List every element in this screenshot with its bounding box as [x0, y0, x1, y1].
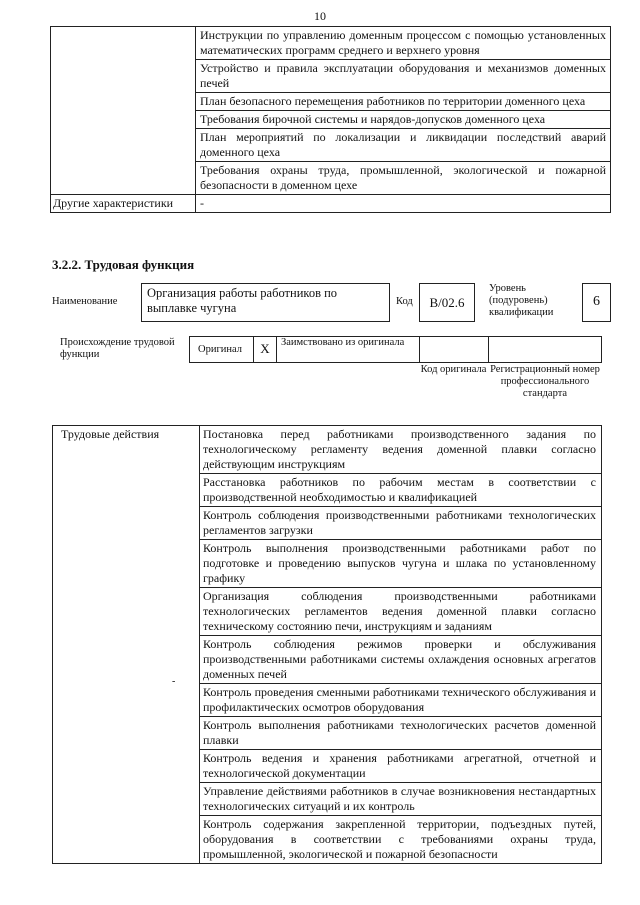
registration-caption: Регистрационный номер профессионального стандарта: [490, 364, 600, 399]
origin-table: [189, 336, 602, 363]
labor-action-item: Управление действиями работников в случае возникновения нестандартных технологических ситуаций и их контроль: [200, 783, 602, 816]
function-name-box: Организация работы работников по выплавке чугуна: [141, 283, 390, 322]
labor-action-item: Контроль соблюдения режимов проверки и обслуживания производственными работниками системы охлаждения основных агрегатов доменных печей: [200, 636, 602, 684]
function-code-box: B/02.6: [419, 283, 475, 322]
labor-action-item: Контроль проведения сменными работниками технического обслуживания и профилактических осмотров оборудования: [200, 684, 602, 717]
labor-action-item: Контроль выполнения производственными работниками работ по подготовке и проведению выпусков чугуна и шлака по установленному графику: [200, 540, 602, 588]
labor-actions-label: Трудовые действия: [53, 426, 200, 864]
labor-action-item: Контроль выполнения работниками технологических расчетов доменной плавки: [200, 717, 602, 750]
knowledge-item: Устройство и правила эксплуатации оборудования и механизмов доменных печей: [196, 60, 611, 93]
level-label: Уровень (подуровень) квалификации: [489, 283, 554, 318]
original-label: Оригинал: [190, 337, 254, 362]
other-characteristics-label: Другие характеристики: [51, 195, 196, 213]
labor-action-item: Контроль содержания закрепленной территории, подъездных путей, оборудования в соответствии с требованиями охраны труда, промышленной, экологической и пожарной безопасности: [200, 816, 602, 864]
knowledge-item: План безопасного перемещения работников по территории доменного цеха: [196, 93, 611, 111]
other-characteristics-value: -: [196, 195, 611, 213]
name-label: Наименование: [52, 296, 118, 307]
labor-actions-table: [52, 425, 602, 864]
stray-mark: -: [172, 676, 176, 687]
borrowed-label: Заимствовано из оригинала: [277, 337, 420, 362]
knowledge-item: Инструкции по управлению доменным процессом с помощью установленных математических программ среднего и верхнего уровня: [196, 27, 611, 60]
knowledge-item: Требования бирочной системы и нарядов-допусков доменного цеха: [196, 111, 611, 129]
code-original-caption: Код оригинала: [420, 364, 487, 375]
origin-label: Происхождение трудовой функции: [60, 337, 175, 360]
knowledge-table: [50, 26, 611, 213]
labor-action-item: Контроль соблюдения производственными работниками технологических регламентов загрузки: [200, 507, 602, 540]
code-label: Код: [396, 296, 413, 307]
registration-number-cell: [489, 337, 601, 362]
labor-action-item: Контроль ведения и хранения работниками агрегатной, отчетной и технологической документации: [200, 750, 602, 783]
labor-action-item: Расстановка работников по рабочим местам в соответствии с производственной необходимостью и квалификацией: [200, 474, 602, 507]
section-title: 3.2.2. Трудовая функция: [52, 257, 195, 272]
empty-label-cell: [51, 27, 196, 195]
original-code-cell: [420, 337, 489, 362]
labor-action-item: Постановка перед работниками производственного задания по технологическому регламенту ведения доменной плавки согласно действующим инструкциям: [200, 426, 602, 474]
knowledge-item: Требования охраны труда, промышленной, экологической и пожарной безопасности в доменном цехе: [196, 162, 611, 195]
knowledge-item: План мероприятий по локализации и ликвидации последствий аварий доменного цеха: [196, 129, 611, 162]
page-number: 10: [314, 9, 326, 23]
qualification-level-box: 6: [582, 283, 611, 322]
original-mark: X: [254, 337, 277, 362]
labor-action-item: Организация соблюдения производственными работниками технологических регламентов ведения доменной плавки согласно техническому состоянию печи, инструкциям и заданиям: [200, 588, 602, 636]
